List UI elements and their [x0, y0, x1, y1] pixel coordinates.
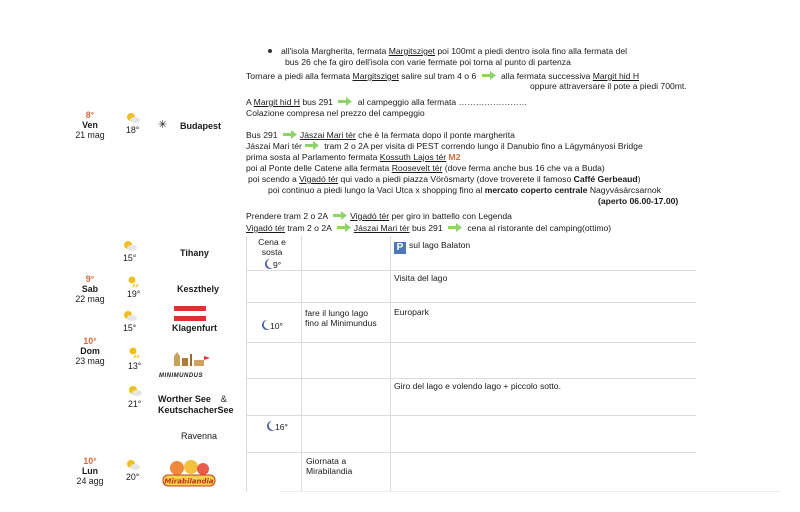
parking-icon: P	[394, 242, 406, 254]
grid-line	[246, 302, 696, 303]
text-line-12: poi continuo a piedi lungo la Vaci Utca x shopping fino al mercato coperto centrale Nagyvásárcsarnok	[268, 185, 661, 195]
text-line-10: poi al Ponte delle Catene alla fermata Roosevelt tér (dove ferma anche bus 16 che va a Buda)	[246, 163, 605, 173]
text-line-14: Prendere tram 2 o 2A Vigadó tér per giro in battello con Legenda	[246, 211, 512, 221]
cell-europark: Europark	[394, 307, 429, 317]
day-lun: 10° Lun 24 agg	[76, 456, 104, 486]
bullet-line-1: all'isola Margherita, fermata Margitsziget poi 100mt a piedi dentro isola fino alla fermata del	[268, 46, 627, 56]
grid-line	[246, 342, 696, 343]
grid-line	[246, 236, 247, 492]
text-line-13: (aperto 06.00-17.00)	[598, 196, 679, 206]
text-line-7: Bus 291 Jászai Mari tér che è la fermata dopo il ponte margherita	[246, 130, 515, 140]
cell-mirabilandia: Giornata a Mirabilandia	[306, 456, 353, 476]
text-line-15: Vigadó tér tram 2 o 2A Jászai Mari tér bus 291 cena al ristorante del camping(ottimo)	[246, 223, 612, 233]
cell-lungo-lago: fare il lungo lago fino al Minimundus	[305, 308, 377, 328]
grid-line	[246, 378, 696, 379]
cell-parking: P sul lago Balaton	[394, 240, 470, 254]
weather-temp: 21°	[128, 399, 142, 409]
cell-cena-sosta: Cena e sosta	[258, 237, 286, 257]
text-line-6: Colazione compresa nel prezzo del campeggio	[246, 108, 425, 118]
city-keszthely: Keszthely	[177, 284, 220, 294]
cell-moon-temp: 16°	[266, 421, 288, 432]
city-budapest: Budapest	[180, 121, 222, 131]
arrow-right-icon	[337, 223, 351, 232]
grid-line	[280, 491, 780, 492]
weather-temp: 15°	[123, 323, 137, 333]
weather-temp: 20°	[126, 472, 140, 482]
moon-icon	[264, 260, 273, 270]
arrow-right-icon	[333, 211, 347, 220]
city-worther: Worther See & KeutschacherSee	[158, 394, 234, 415]
moon-icon	[266, 422, 275, 432]
mirabilandia-logo	[161, 458, 217, 488]
day-sab: 9° Sab 22 mag	[75, 274, 105, 304]
city-klagenfurt: Klagenfurt	[172, 323, 217, 333]
text-line-8: Jászai Mari tér tram 2 o 2A per visita di PEST correndo lungo il Danubio fino a Lágymányosi Bridge	[246, 141, 643, 151]
grid-line	[246, 270, 696, 271]
minimundus-logo-text: MINIMUNDUS	[159, 373, 203, 379]
city-tihany: Tihany	[180, 248, 209, 258]
weather-temp: 18°	[126, 125, 140, 135]
grid-line	[390, 236, 391, 492]
day-ven: 8° Ven 21 mag	[75, 110, 105, 140]
arrow-right-icon	[448, 223, 462, 232]
text-line-3: Tornare a piedi alla fermata Margitsziget salire sul tram 4 o 6 alla fermata successiva Margit hid H	[246, 71, 640, 81]
arrow-right-icon	[338, 97, 352, 106]
weather-temp: 13°	[128, 361, 142, 371]
weather-temp: 19°	[127, 289, 141, 299]
arrow-right-icon	[283, 130, 297, 139]
cell-giro-lago: Giro del lago e volendo lago + piccolo sotto.	[394, 381, 561, 391]
text-line-11: poi scendo a Vigadó tér qui vado a piedi piazza Vörösmarty (dove troverete il famoso Caffé Gerbeaud)	[248, 174, 641, 184]
text-line-5: A Margit hid H bus 291 al campeggio alla fermata ……………………	[246, 97, 528, 107]
cell-visita-lago: Visita del lago	[394, 273, 448, 283]
austria-flag-icon	[174, 306, 206, 321]
cell-moon-temp: 10°	[261, 320, 283, 331]
text-line-4: oppure attraversare il pote a piedi 700mt.	[530, 81, 687, 91]
grid-line	[301, 236, 302, 492]
day-dom: 10° Dom 23 mag	[75, 336, 105, 366]
text-line-9: prima sosta al Parlamento fermata Kossuth Lajos tér M2	[246, 152, 461, 162]
minimundus-logo	[159, 350, 218, 379]
bullet-icon	[268, 49, 272, 53]
star-icon: ✳	[158, 119, 168, 131]
cell-moon-temp: 9°	[264, 259, 281, 270]
arrow-right-icon	[305, 141, 319, 150]
arrow-right-icon	[482, 71, 496, 80]
city-ravenna: Ravenna	[181, 431, 218, 441]
weather-temp: 15°	[123, 253, 137, 263]
grid-line	[246, 415, 696, 416]
moon-icon	[261, 321, 270, 331]
bullet-line-2: bus 26 che fa giro dell'isola con varie fermate poi torna al punto di partenza	[285, 57, 571, 67]
grid-line	[246, 452, 696, 453]
mirabilandia-logo-text: Mirabilandia	[164, 477, 214, 486]
